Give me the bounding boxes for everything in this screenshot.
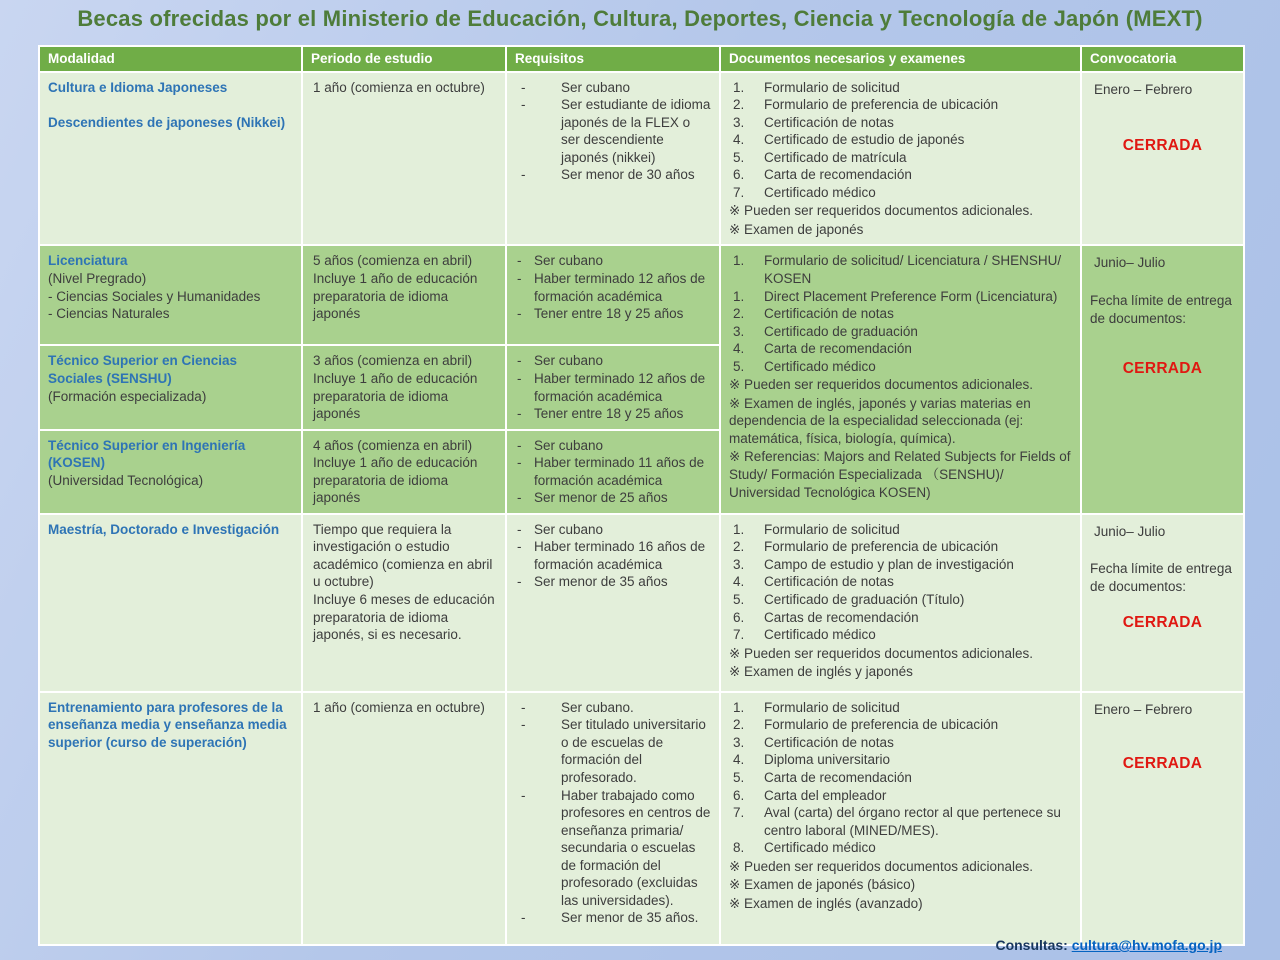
cell-requisitos <box>506 345 720 429</box>
requirement-item: - Ser cubano <box>517 253 604 269</box>
document-item: 2. Formulario de preferencia de ubicación <box>733 539 999 555</box>
table-row-profesores <box>39 692 1244 945</box>
column-header-modalidad: Modalidad <box>39 46 302 72</box>
document-item: 2. Certificación de notas <box>733 306 894 322</box>
cell-documentos <box>720 514 1081 692</box>
requirement-item: - Ser menor de 25 años <box>517 490 668 506</box>
period-line: Incluye 1 año de educación preparatoria de idioma japonés <box>313 271 478 322</box>
requirement-item: - Haber terminado 16 años de formación académica <box>517 539 706 572</box>
requirement-item: - Ser menor de 35 años. <box>515 909 711 927</box>
dash-bullet: - <box>517 271 522 287</box>
document-item: 4. Certificación de notas <box>733 574 894 590</box>
document-item: 6. Cartas de recomendación <box>733 609 919 625</box>
cell-modalidad <box>39 692 302 945</box>
cell-requisitos <box>506 692 720 945</box>
period-line: 1 año (comienza en octubre) <box>313 699 485 715</box>
dash-bullet: - <box>517 306 522 322</box>
requirement-item: - Ser titulado universitario o de escuelas de formación del profesorado. <box>515 716 711 786</box>
requirement-item: - Haber trabajado como profesores en centros de enseñanza primaria/ secundaria o escuelas de formación del profesorado (excluidas las universidades). <box>515 787 711 910</box>
modality-title: Técnico Superior en Ingeniería (KOSEN) <box>48 437 246 471</box>
table-row-licenciatura <box>39 245 1244 345</box>
cell-requisitos <box>506 245 720 345</box>
document-item: 6. Carta de recomendación <box>733 167 912 183</box>
document-item: 1. Formulario de solicitud <box>733 699 900 715</box>
modality-title: Descendientes de japoneses (Nikkei) <box>48 115 286 131</box>
note-item: ※ Pueden ser requeridos documentos adicionales. <box>729 858 1033 874</box>
document-item: 5. Certificado de graduación (Título) <box>733 592 965 608</box>
document-item: 3. Certificación de notas <box>733 734 894 750</box>
status-badge: CERRADA <box>1122 360 1203 378</box>
note-item: ※ Referencias: Majors and Related Subjects for Fields of Study/ Formación Especializada （SENSHU)/ Universidad Tecnológica KOSEN) <box>729 449 1071 500</box>
dash-bullet: - <box>517 521 522 537</box>
cell-documentos-merged <box>720 245 1081 513</box>
dash-bullet: - <box>517 455 522 471</box>
status-badge: CERRADA <box>1122 137 1203 155</box>
cell-periodo <box>302 514 506 692</box>
document-item: 1. Formulario de solicitud <box>733 521 900 537</box>
modality-subtitle: (Formación especializada) <box>48 388 207 404</box>
call-period: Enero – Febrero <box>1094 701 1193 717</box>
column-header-periodo: Periodo de estudio <box>302 46 506 72</box>
document-item: 5. Certificado de matrícula <box>733 149 907 165</box>
period-line: 4 años (comienza en abril) <box>313 437 473 453</box>
call-deadline: Fecha límite de entrega de documentos: <box>1090 561 1232 594</box>
note-item: ※ Pueden ser requeridos documentos adicionales. <box>729 645 1033 661</box>
document-item: 2. Formulario de preferencia de ubicación <box>733 717 999 733</box>
dash-bullet: - <box>521 167 526 183</box>
requirement-item: - Ser cubano <box>517 437 604 453</box>
dash-bullet: - <box>521 79 526 95</box>
requirement-item: - Ser menor de 35 años <box>517 574 668 590</box>
contact-email-link[interactable]: cultura@hv.mofa.go.jp <box>1071 937 1222 954</box>
requirement-item: - Tener entre 18 y 25 años <box>517 306 684 322</box>
cell-modalidad <box>39 72 302 246</box>
cell-periodo <box>302 692 506 945</box>
document-item: 7. Aval (carta) del órgano rector al que pertenece su centro laboral (MINED/MES). <box>733 805 1061 838</box>
table-row-maestria <box>39 514 1244 692</box>
document-item: 1. Formulario de solicitud <box>733 79 900 95</box>
dash-bullet: - <box>517 371 522 387</box>
document-item: 3. Certificado de graduación <box>733 323 918 339</box>
period-line: Incluye 6 meses de educación preparatoria de idioma japonés, si es necesario. <box>313 592 495 643</box>
modality-title: Cultura e Idioma Japoneses <box>48 79 228 95</box>
modality-title: Licenciatura <box>48 253 128 269</box>
cell-periodo <box>302 72 506 246</box>
modality-subtitle: (Universidad Tecnológica) <box>48 472 204 488</box>
document-item: 8. Certificado médico <box>733 840 876 856</box>
column-header-requisitos: Requisitos <box>506 46 720 72</box>
cell-convocatoria <box>1081 692 1244 945</box>
status-badge: CERRADA <box>1122 755 1203 773</box>
period-line: Tiempo que requiera la investigación o estudio académico (comienza en abril u octubre) <box>313 521 493 590</box>
cell-modalidad <box>39 245 302 345</box>
document-item: 3. Certificación de notas <box>733 114 894 130</box>
cell-convocatoria <box>1081 514 1244 692</box>
header-row <box>39 46 1244 72</box>
dash-bullet: - <box>517 490 522 506</box>
cell-documentos <box>720 692 1081 945</box>
spacer <box>48 96 293 114</box>
document-item: 5. Certificado médico <box>733 358 876 374</box>
cell-modalidad <box>39 345 302 429</box>
document-item: 4. Certificado de estudio de japonés <box>733 132 965 148</box>
document-item: 5. Carta de recomendación <box>733 770 912 786</box>
document-item: 2. Formulario de preferencia de ubicación <box>733 97 999 113</box>
column-header-convocatoria: Convocatoria <box>1081 46 1244 72</box>
modality-subtitle: - Ciencias Sociales y Humanidades <box>48 288 261 304</box>
modality-subtitle: - Ciencias Naturales <box>48 306 170 322</box>
requirement-item: - Ser menor de 30 años <box>515 166 711 184</box>
call-period: Enero – Febrero <box>1094 81 1193 97</box>
cell-requisitos <box>506 72 720 246</box>
document-item: 1. Direct Placement Preference Form (Licenciatura) <box>733 288 1058 304</box>
dash-bullet: - <box>517 353 522 369</box>
document-item: 7. Certificado médico <box>733 184 876 200</box>
note-item: ※ Examen de inglés, japonés y varias materias en dependencia de la especialidad seleccionada (ej: matemática, física, biología, química). <box>729 395 1031 446</box>
cell-modalidad <box>39 430 302 514</box>
requirement-item: - Tener entre 18 y 25 años <box>517 406 684 422</box>
requirement-item: - Haber terminado 12 años de formación académica <box>517 271 706 304</box>
document-item: 7. Certificado médico <box>733 627 876 643</box>
period-line: 3 años (comienza en abril) <box>313 353 473 369</box>
scholarship-table <box>38 45 1245 946</box>
cell-periodo <box>302 245 506 345</box>
cell-modalidad <box>39 514 302 692</box>
column-header-documentos: Documentos necesarios y examenes <box>720 46 1081 72</box>
dash-bullet: - <box>517 437 522 453</box>
requirement-item: - Ser cubano. <box>515 699 711 717</box>
dash-bullet: - <box>517 539 522 555</box>
document-item: 4. Diploma universitario <box>733 752 891 768</box>
dash-bullet: - <box>521 717 526 733</box>
cell-periodo <box>302 345 506 429</box>
footer-contact <box>995 937 1222 955</box>
modality-subtitle: (Nivel Pregrado) <box>48 271 147 287</box>
requirement-item: - Ser cubano <box>515 79 711 97</box>
note-item: ※ Examen de inglés (avanzado) <box>729 895 923 911</box>
call-deadline: Fecha límite de entrega de documentos: <box>1090 293 1232 326</box>
cell-periodo <box>302 430 506 514</box>
period-line: Incluye 1 año de educación preparatoria de idioma japonés <box>313 455 478 506</box>
document-item: 1. Formulario de solicitud/ Licenciatura / SHENSHU/ KOSEN <box>733 253 1062 287</box>
table-row-cultura <box>39 72 1244 246</box>
cell-convocatoria <box>1081 72 1244 246</box>
dash-bullet: - <box>517 406 522 422</box>
cell-convocatoria-merged <box>1081 245 1244 513</box>
requirement-item: - Ser estudiante de idioma japonés de la FLEX o ser descendiente japonés (nikkei) <box>515 96 711 166</box>
note-item: ※ Pueden ser requeridos documentos adicionales. <box>729 203 1033 219</box>
call-period: Junio– Julio <box>1094 523 1166 539</box>
period-line: 5 años (comienza en abril) <box>313 253 473 269</box>
modality-title: Maestría, Doctorado e Investigación <box>48 521 280 537</box>
dash-bullet: - <box>521 97 526 113</box>
dash-bullet: - <box>517 574 522 590</box>
dash-bullet: - <box>521 910 526 926</box>
call-period: Junio– Julio <box>1094 255 1166 271</box>
requirement-item: - Ser cubano <box>517 521 604 537</box>
requirement-item: - Haber terminado 12 años de formación académica <box>517 371 706 404</box>
note-item: ※ Pueden ser requeridos documentos adicionales. <box>729 377 1033 393</box>
cell-requisitos <box>506 514 720 692</box>
period-line: Incluye 1 año de educación preparatoria de idioma japonés <box>313 371 478 422</box>
cell-documentos <box>720 72 1081 246</box>
requirement-item: - Ser cubano <box>517 353 604 369</box>
dash-bullet: - <box>521 787 526 803</box>
document-item: 4. Carta de recomendación <box>733 341 912 357</box>
status-badge: CERRADA <box>1122 614 1203 632</box>
note-item: ※ Examen de inglés y japonés <box>729 664 913 680</box>
contact-label: Consultas: <box>995 937 1068 954</box>
modality-title: Entrenamiento para profesores de la enseñanza media y enseñanza media superior (curso de superación) <box>48 699 287 750</box>
dash-bullet: - <box>517 253 522 269</box>
requirement-item: - Haber terminado 11 años de formación académica <box>517 455 705 488</box>
note-item: ※ Examen de japonés (básico) <box>729 877 916 893</box>
document-item: 6. Carta del empleador <box>733 787 887 803</box>
cell-requisitos <box>506 430 720 514</box>
dash-bullet: - <box>521 699 526 715</box>
note-item: ※ Examen de japonés <box>729 221 864 237</box>
period-line: 1 año (comienza en octubre) <box>313 79 485 95</box>
modality-title: Técnico Superior en Ciencias Sociales (SENSHU) <box>48 353 238 387</box>
document-item: 3. Campo de estudio y plan de investigación <box>733 556 1014 572</box>
page-title: Becas ofrecidas por el Ministerio de Educación, Cultura, Deportes, Ciencia y Tecnología de Japón (MEXT) <box>77 6 1203 31</box>
